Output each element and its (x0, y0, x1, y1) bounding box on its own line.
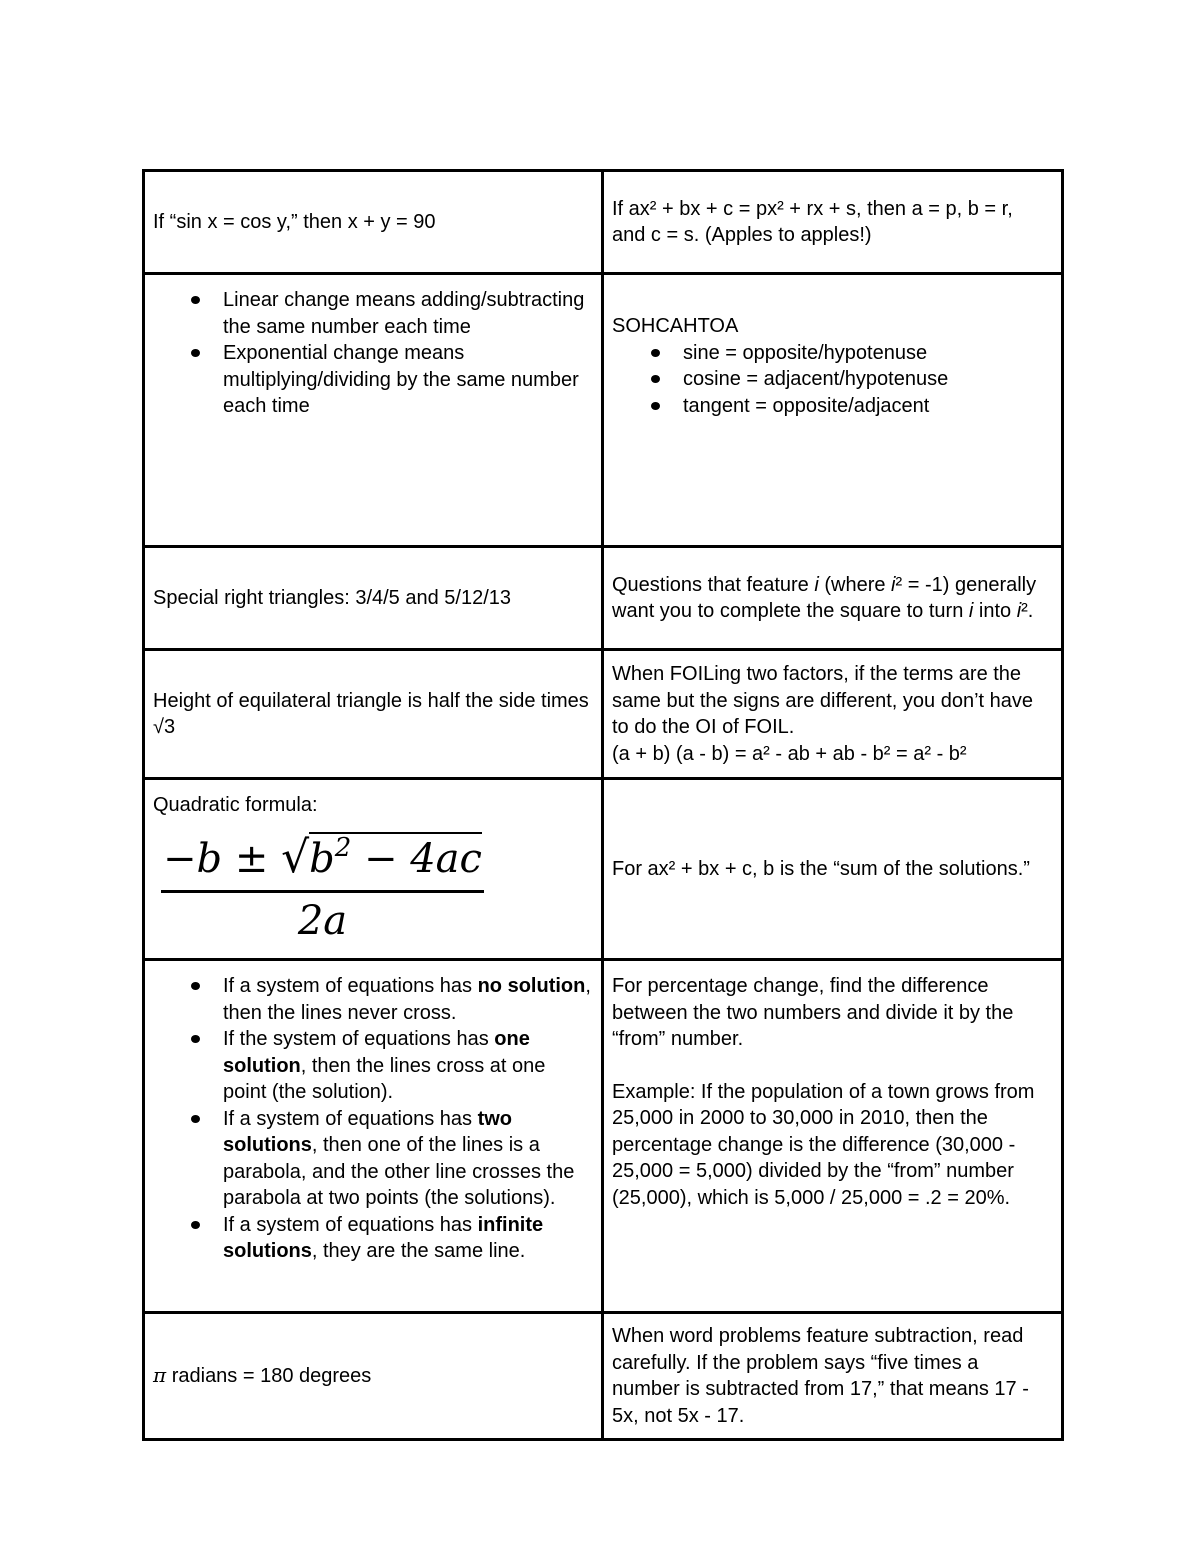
note-cell (144, 274, 603, 547)
bullet-list (153, 973, 591, 1265)
note-cell (603, 779, 1063, 960)
text-run: , they are the same line. (311, 1240, 526, 1262)
list-item (223, 973, 591, 1026)
text-run: ² = -1) generally want you to complete the square to turn (612, 573, 1037, 622)
text-run: , then one of the lines is a parabola, and the other line crosses the parabola at two points (the solutions). (223, 1134, 575, 1209)
table-row (144, 1313, 1063, 1440)
italic-variable: i (1016, 600, 1022, 622)
note-text: When FOILing two factors, if the terms are the same but the signs are different, you don’t have to do the OI of FOIL. (612, 663, 1034, 738)
note-text: If ax² + bx + c = px² + rx + s, then a = p, b = r, and c = s. (Apples to apples!) (612, 197, 1013, 246)
table-row (144, 779, 1063, 960)
foil-example: (a + b) (a - b) = a² - ab + ab - b² = a² - b² (612, 742, 967, 765)
italic-variable: i (814, 573, 819, 596)
quadratic-formula (161, 823, 591, 949)
study-notes-table (142, 169, 1064, 1441)
radicand-b: b (309, 835, 335, 882)
bold-term: no solution (477, 975, 586, 997)
formula-numerator (161, 823, 484, 890)
list-item: cosine = adjacent/hypotenuse (683, 366, 1051, 393)
italic-variable: i (968, 600, 974, 622)
radicand (309, 832, 482, 882)
bold-term: infinite solutions (223, 1213, 544, 1262)
list-item (223, 1106, 591, 1212)
text-run: ². (1021, 600, 1034, 622)
list-item: Exponential change means multiplying/dividing by the same number each time (223, 340, 591, 420)
sohcahtoa-heading: SOHCAHTOA (612, 315, 739, 337)
table-row (144, 960, 1063, 1313)
note-cell (603, 1313, 1063, 1440)
text-run: If a system of equations has (223, 975, 478, 997)
text-run: into (973, 600, 1017, 622)
formula-denominator: 2a (297, 897, 348, 944)
text-run: , then the lines cross at one point (the solution). (223, 1054, 546, 1103)
note-text: When word problems feature subtraction, read carefully. If the problem says “five times a number is subtracted from 17,” that means 17 - 5x, not 5x - 17. (612, 1325, 1029, 1427)
text-run: Questions that feature (612, 573, 815, 596)
note-text: Height of equilateral triangle is half the side times √3 (153, 689, 589, 738)
note-cell (603, 960, 1063, 1313)
note-cell (603, 274, 1063, 547)
note-text: If “sin x = cos y,” then x + y = 90 (153, 210, 436, 233)
note-cell (144, 779, 603, 960)
note-cell (603, 547, 1063, 650)
numerator-prefix: −b ± (163, 835, 282, 882)
bullet-list (153, 287, 591, 420)
note-cell (144, 650, 603, 779)
pi-symbol: π (153, 1363, 167, 1388)
note-cell (144, 1313, 603, 1440)
list-item (223, 1026, 591, 1106)
text-run: , then the lines never cross. (223, 975, 591, 1024)
note-text: For ax² + bx + c, b is the “sum of the solutions.” (612, 857, 1030, 880)
square-root-icon: √ (281, 831, 310, 883)
bold-term: one solution (223, 1028, 530, 1077)
note-cell (603, 171, 1063, 274)
note-cell (144, 171, 603, 274)
note-text: For percentage change, find the difference between the two numbers and divide it by the “from” number. (612, 975, 1014, 1050)
formula-fraction (161, 823, 484, 949)
radicand-rest: − 4ac (351, 835, 482, 882)
percentage-example: Example: If the population of a town grows from 25,000 in 2000 to 30,000 in 2010, then the percentage change is the difference (30,000 - 25,000 = 5,000) divided by the “from” number (25,000), which is 5,000 / 25,000 = .2 = 20%. (612, 1080, 1035, 1209)
list-item: Linear change means adding/subtracting the same number each time (223, 287, 591, 340)
note-cell (144, 547, 603, 650)
formula-label: Quadratic formula: (153, 794, 318, 816)
table-row (144, 650, 1063, 779)
bullet-list (612, 340, 1051, 420)
note-cell (603, 650, 1063, 779)
note-text: Special right triangles: 3/4/5 and 5/12/13 (153, 586, 512, 609)
table-row (144, 274, 1063, 547)
radicand-exponent: 2 (334, 832, 352, 863)
text-run: If a system of equations has (223, 1107, 478, 1130)
text-run: If a system of equations has (223, 1213, 478, 1236)
text-run: If the system of equations has (223, 1028, 495, 1050)
list-item (223, 1212, 591, 1265)
list-item: tangent = opposite/adjacent (683, 393, 1051, 420)
italic-variable: i (891, 573, 896, 596)
note-cell (144, 960, 603, 1313)
table-row (144, 171, 1063, 274)
note-text: radians = 180 degrees (166, 1365, 372, 1388)
text-run: (where (818, 573, 892, 596)
bold-term: two solutions (223, 1107, 513, 1156)
list-item: sine = opposite/hypotenuse (683, 340, 1051, 367)
table-row (144, 547, 1063, 650)
